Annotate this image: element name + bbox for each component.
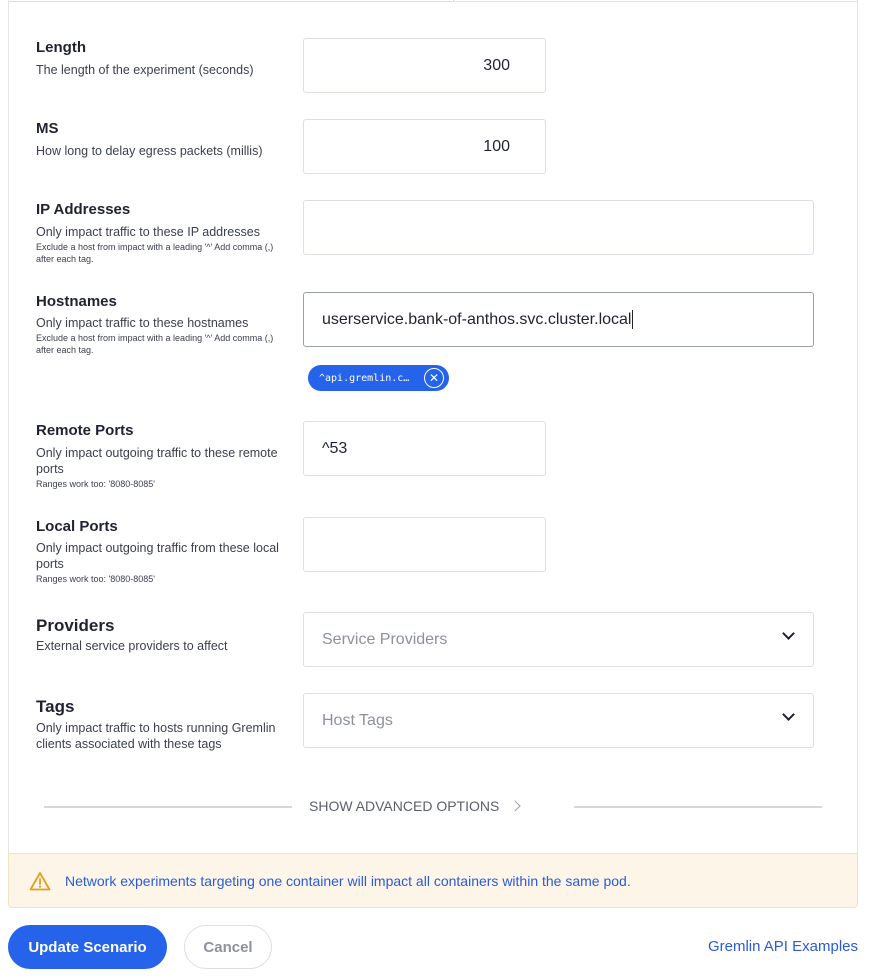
divider-left [44, 806, 292, 808]
remote-ports-description: Only impact outgoing traffic to these remote ports [36, 446, 278, 476]
ms-description: How long to delay egress packets (millis) [36, 144, 263, 158]
text-caret [632, 310, 633, 329]
warning-text: Network experiments targeting one container will impact all containers within the same pod. [65, 873, 631, 889]
ms-value: 100 [483, 137, 510, 155]
length-input[interactable] [303, 38, 546, 93]
ms-label: MS [36, 120, 59, 137]
update-scenario-button[interactable]: Update Scenario [8, 925, 167, 969]
warning-triangle-icon [29, 871, 51, 891]
hostnames-description: Only impact traffic to these hostnames [36, 316, 249, 330]
tags-placeholder: Host Tags [322, 711, 393, 729]
ip-addresses-input[interactable] [303, 200, 814, 255]
length-value: 300 [483, 56, 510, 74]
remote-ports-label: Remote Ports [36, 422, 134, 439]
tab-underline [9, 0, 452, 2]
local-ports-input[interactable] [303, 517, 546, 572]
chevron-down-icon [782, 627, 795, 640]
providers-description: External service providers to affect [36, 639, 228, 653]
remote-ports-input[interactable] [303, 421, 546, 476]
local-ports-label: Local Ports [36, 518, 118, 535]
ip-addresses-description: Only impact traffic to these IP addresses [36, 225, 260, 239]
remote-ports-value: ^53 [322, 439, 348, 457]
providers-placeholder: Service Providers [322, 630, 448, 648]
tags-label: Tags [36, 697, 75, 716]
local-ports-description: Only impact outgoing traffic from these local ports [36, 541, 279, 571]
show-advanced-options-label: SHOW ADVANCED OPTIONS [309, 798, 500, 814]
remote-ports-hint: Ranges work too: '8080-8085' [36, 479, 156, 489]
tab-underline-inactive [453, 0, 857, 2]
gremlin-api-examples-link[interactable]: Gremlin API Examples [707, 938, 858, 955]
divider-right [574, 806, 822, 808]
ip-addresses-label: IP Addresses [36, 201, 131, 218]
cancel-button[interactable]: Cancel [184, 925, 272, 969]
show-advanced-options-toggle[interactable] [309, 798, 539, 814]
tags-description: Only impact traffic to hosts running Gremlin clients associated with these tags [36, 721, 276, 751]
ms-input[interactable] [303, 119, 546, 174]
providers-label: Providers [36, 616, 115, 635]
chevron-right-icon [510, 800, 521, 811]
chevron-down-icon [782, 708, 795, 721]
tags-select[interactable] [303, 693, 814, 748]
hostnames-value: userservice.bank-of-anthos.svc.cluster.local [322, 310, 632, 328]
hostnames-label: Hostnames [36, 293, 117, 310]
hostnames-input[interactable] [303, 292, 814, 347]
ip-addresses-hint: Exclude a host from impact with a leading '^' Add comma (,) after each tag. [36, 242, 274, 264]
length-label: Length [36, 39, 86, 56]
close-circle-icon[interactable]: ✕ [424, 368, 444, 388]
hostname-tag-chip [308, 365, 449, 391]
hostname-tag-label: ^api.gremlin.c… [319, 372, 410, 384]
local-ports-hint: Ranges work too: '8080-8085' [36, 574, 156, 584]
length-description: The length of the experiment (seconds) [36, 63, 254, 77]
providers-select[interactable] [303, 612, 814, 667]
warning-banner [8, 853, 858, 908]
hostnames-hint: Exclude a host from impact with a leading '^' Add comma (,) after each tag. [36, 333, 274, 355]
